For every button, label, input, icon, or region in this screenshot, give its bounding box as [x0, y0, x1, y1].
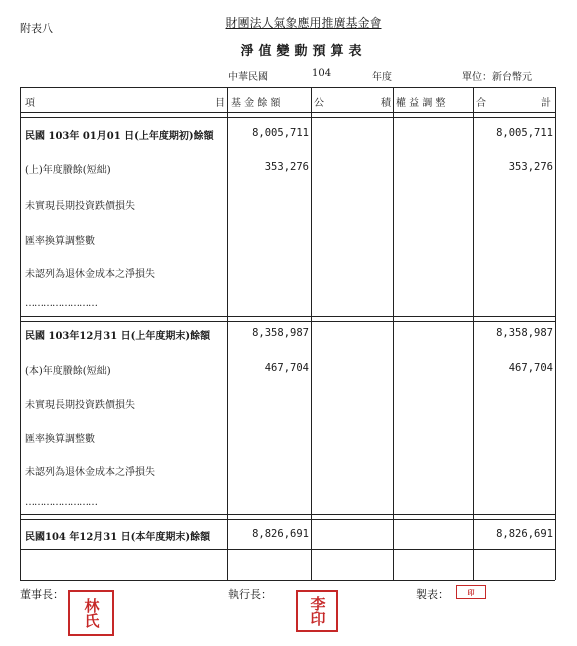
chairman-seal-stamp: 林氏 [68, 590, 114, 636]
table-bottom-border [20, 580, 555, 581]
col-header-adjust: 權 益 調 整 [396, 98, 446, 109]
row-label-opening-prior: 民國 103年 01月01 日(上年度期初)餘額 [25, 131, 214, 142]
row-label-fx-adjust-2: 匯率換算調整數 [25, 434, 95, 445]
section-divider-2 [20, 514, 555, 515]
col-border-total [473, 87, 474, 580]
row-total-closing-current: 8,826,691 [496, 528, 553, 540]
row-label-pension-loss-2: 未認列為退休金成本之淨損失 [25, 467, 155, 478]
col-border-left [20, 87, 21, 580]
header-divider [20, 112, 555, 113]
row-fund-prior-surplus: 353,276 [264, 161, 309, 173]
document-label: 附表八 [20, 22, 53, 35]
section-divider-1 [20, 316, 555, 317]
col-header-reserve-right: 積 [381, 98, 391, 109]
row-label-closing-prior: 民國 103年12月31 日(上年度期末)餘額 [25, 331, 211, 342]
row-label-fx-adjust-1: 匯率換算調整數 [25, 236, 95, 247]
row-label-current-surplus: (本)年度賸餘(短絀) [25, 366, 111, 377]
col-header-item-left: 項 [25, 98, 35, 109]
col-header-fund: 基 金 餘 額 [231, 98, 281, 109]
col-header-total-left: 合 [476, 98, 486, 109]
row-label-prior-surplus: (上)年度賸餘(短絀) [25, 165, 111, 176]
preparer-seal-stamp: 印 [456, 585, 486, 599]
row-fund-current-surplus: 467,704 [264, 362, 309, 374]
col-header-reserve-left: 公 [314, 98, 324, 109]
era-label: 中華民國 [228, 72, 268, 83]
row-label-unrealized-loss-1: 未實現長期投資跌價損失 [25, 201, 135, 212]
row-total-closing-prior: 8,358,987 [496, 327, 553, 339]
currency-unit: 單位：新台幣元 [462, 72, 532, 83]
row-fund-opening-prior: 8,005,711 [252, 127, 309, 139]
row-label-ellipsis-2: …………………… [25, 497, 97, 508]
row-label-unrealized-loss-2: 未實現長期投資跌價損失 [25, 400, 135, 411]
executive-seal-stamp: 李印 [296, 590, 338, 632]
organization-name-text: 財團法人氣象應用推廣基金會 [225, 16, 382, 30]
row-label-closing-current: 民國104 年12月31 日(本年度期末)餘額 [25, 532, 211, 543]
fiscal-year: 104 [312, 68, 332, 79]
section-divider-2-double [20, 519, 555, 520]
header-divider-double [20, 117, 555, 118]
row-total-opening-prior: 8,005,711 [496, 127, 553, 139]
organization-name [0, 14, 577, 31]
col-border-adjust [393, 87, 394, 580]
col-border-right [555, 87, 556, 580]
section-divider-1-double [20, 321, 555, 322]
signature-executive-label: 執行長： [228, 588, 272, 601]
row-fund-closing-current: 8,826,691 [252, 528, 309, 540]
signature-preparer-label: 製表： [416, 588, 449, 601]
col-header-item-right: 目 [215, 98, 225, 109]
row-label-ellipsis-1: …………………… [25, 298, 97, 309]
fiscal-year-unit: 年度 [372, 72, 392, 83]
row-total-prior-surplus: 353,276 [508, 161, 553, 173]
col-header-total-right: 計 [541, 98, 551, 109]
signature-chairman-label: 董事長： [20, 588, 64, 601]
col-border-fund [227, 87, 228, 580]
row-fund-closing-prior: 8,358,987 [252, 327, 309, 339]
table-top-border [20, 87, 555, 88]
row-total-current-surplus: 467,704 [508, 362, 553, 374]
col-border-reserve [311, 87, 312, 580]
page-title: 淨值變動預算表 [240, 44, 367, 59]
total-row-bottom [20, 549, 555, 550]
row-label-pension-loss-1: 未認列為退休金成本之淨損失 [25, 269, 155, 280]
